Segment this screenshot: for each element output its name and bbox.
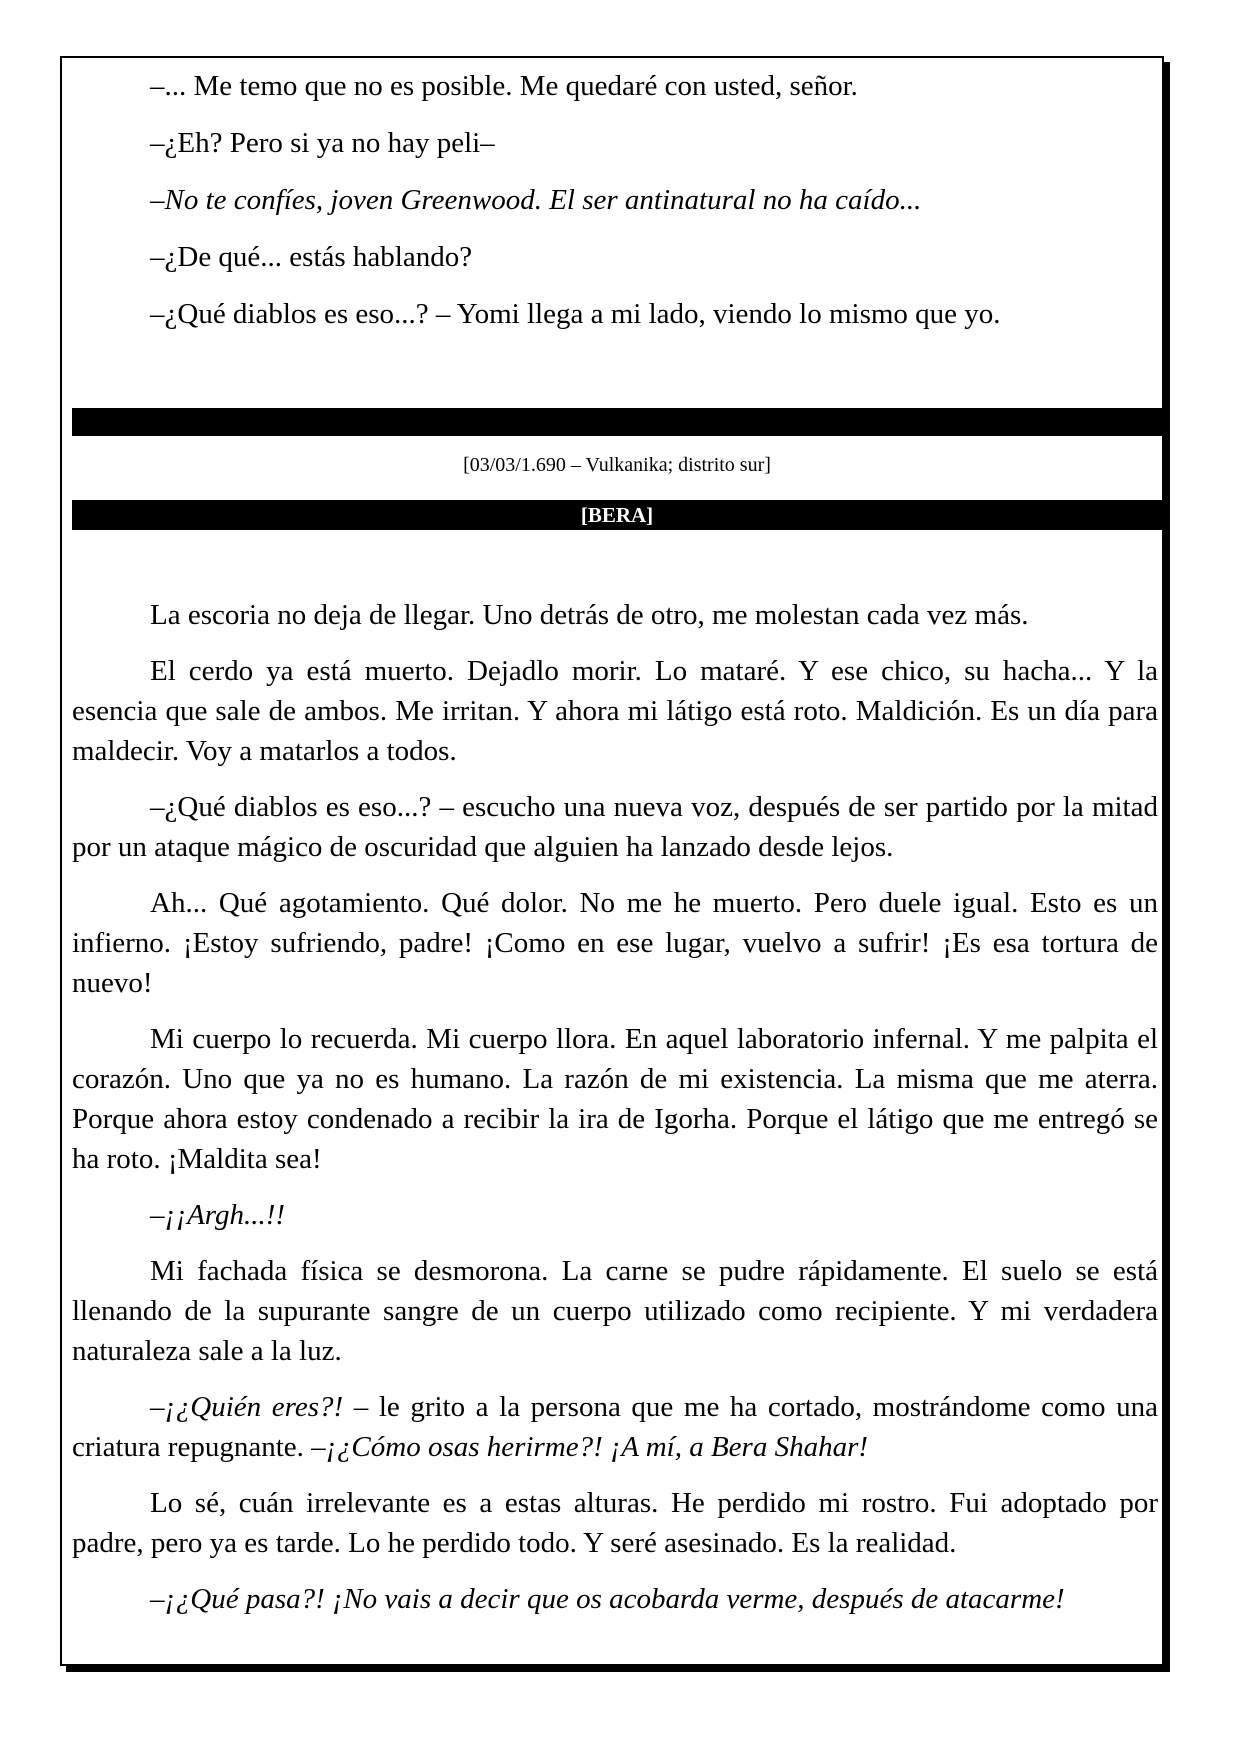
narration-text: – le grito a la persona que me ha cortado, mostrándome como una criatura repugnante. <box>72 1391 1158 1463</box>
paragraph-italic: –¡¿Qué pasa?! ¡No vais a decir que os acobarda verme, después de atacarme! <box>150 1583 1065 1615</box>
intro-line: –... Me temo que no es posible. Me quedaré con usted, señor. <box>150 70 858 102</box>
intro-line: –¿Qué diablos es eso...? – Yomi llega a mi lado, viendo lo mismo que yo. <box>150 298 1001 330</box>
scene-date-location: [03/03/1.690 – Vulkanika; distrito sur] <box>463 454 771 476</box>
paragraph: –¿Qué diablos es eso...? – escucho una nueva voz, después de ser partido por la mitad por un ataque mágico de oscuridad que alguien ha lanzado desde lejos. <box>72 791 1158 863</box>
paragraph: Ah... Qué agotamiento. Qué dolor. No me he muerto. Pero duele igual. Esto es un infierno. ¡Estoy sufriendo, padre! ¡Como en ese lugar, vuelvo a sufrir! ¡Es esa tortura de nuevo! <box>72 887 1158 999</box>
paragraph: Mi fachada física se desmorona. La carne se pudre rápidamente. El suelo se está llenando de la supurante sangre de un cuerpo utilizado como recipiente. Y mi verdadera naturaleza sale a la luz. <box>72 1255 1158 1367</box>
paragraph-italic: –¡¡Argh...!! <box>150 1199 286 1231</box>
intro-line: –¿Eh? Pero si ya no hay peli– <box>150 127 495 159</box>
scene-separator-bar <box>72 408 1162 436</box>
paragraph: La escoria no deja de llegar. Uno detrás de otro, me molestan cada vez más. <box>150 599 1029 631</box>
paragraph: El cerdo ya está muerto. Dejadlo morir. Lo mataré. Y ese chico, su hacha... Y la esencia que sale de ambos. Me irritan. Y ahora mi látigo está roto. Maldición. Es un día para maldecir. Voy a matarlos a todos. <box>72 655 1158 767</box>
intro-section <box>72 66 1172 351</box>
paragraph: Mi cuerpo lo recuerda. Mi cuerpo llora. En aquel laboratorio infernal. Y me palpita el corazón. Uno que ya no es humano. La razón de mi existencia. La misma que me aterra. Porque ahora estoy condenado a recibir la ira de Igorha. Porque el látigo que me entregó se ha roto. ¡Maldita sea! <box>72 1023 1158 1175</box>
dialogue-italic: –¡¿Cómo osas herirme?! ¡A mí, a Bera Shahar! <box>311 1431 869 1463</box>
intro-line: –¿De qué... estás hablando? <box>150 241 473 273</box>
pov-name-bar: [BERA] <box>72 500 1162 530</box>
body-section <box>72 595 1172 1619</box>
dialogue-italic: –¡¿Quién eres?! <box>150 1391 344 1423</box>
paragraph: Lo sé, cuán irrelevante es a estas alturas. He perdido mi rostro. Fui adoptado por padre, pero ya es tarde. Lo he perdido todo. Y seré asesinado. Es la realidad. <box>72 1487 1158 1559</box>
intro-line-italic: –No te confíes, joven Greenwood. El ser antinatural no ha caído... <box>150 184 922 216</box>
paragraph-mixed <box>72 1387 1172 1467</box>
